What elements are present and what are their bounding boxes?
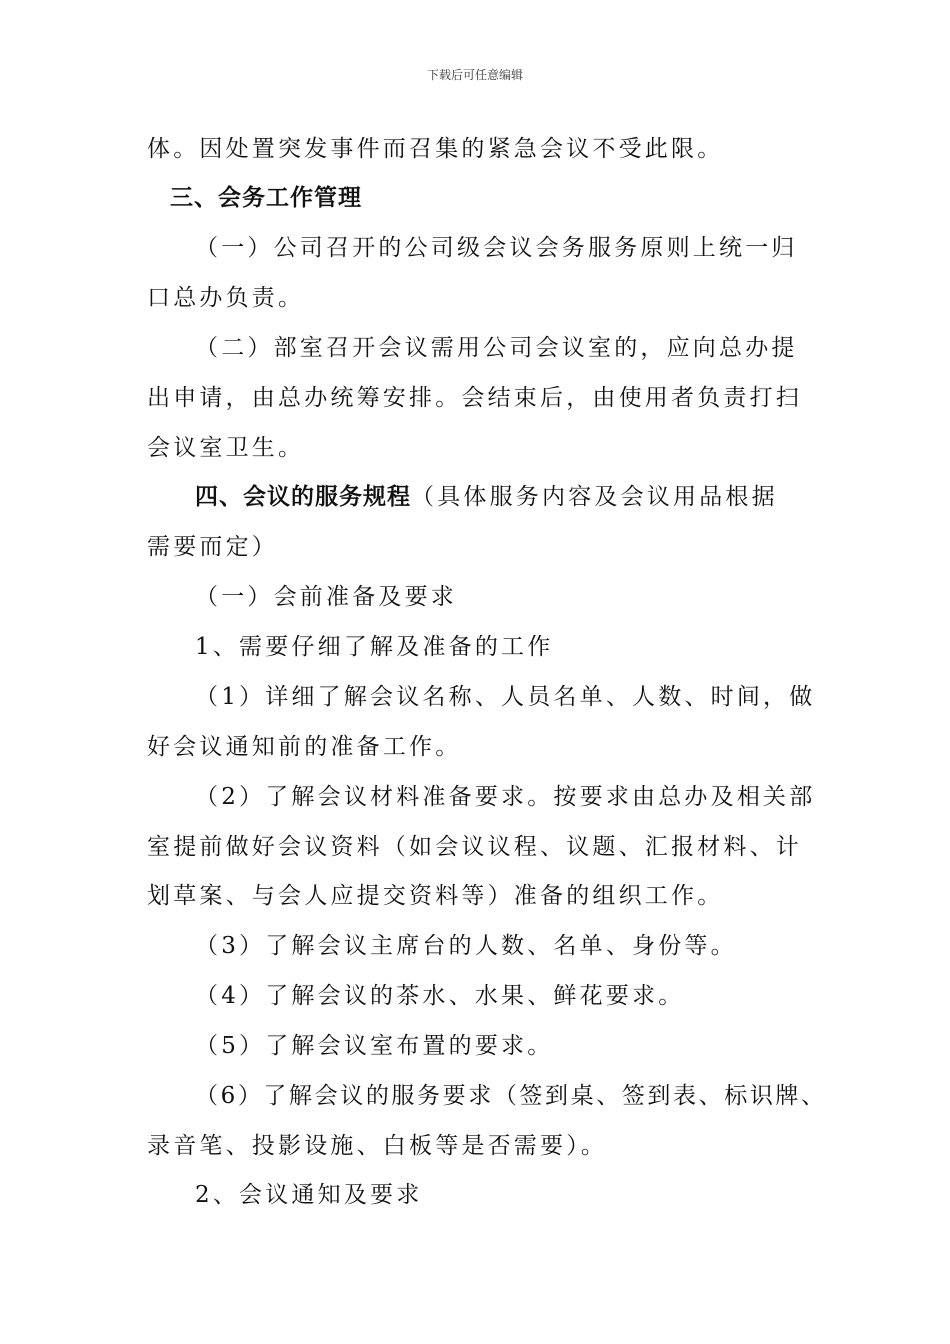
body-line: （二）部室召开会议需用公司会议室的，应向总办提 bbox=[195, 335, 798, 361]
body-line: 口总办负责。 bbox=[147, 285, 305, 311]
subheading: （一）会前准备及要求 bbox=[195, 584, 457, 610]
body-line: （3）了解会议主席台的人数、名单、身份等。 bbox=[195, 933, 737, 959]
subheading: 1、需要仔细了解及准备的工作 bbox=[195, 634, 554, 660]
body-line: 划草案、与会人应提交资料等）准备的组织工作。 bbox=[147, 883, 724, 909]
body-line: 出申请，由总办统筹安排。会结束后，由使用者负责打扫 bbox=[147, 385, 802, 411]
body-line: 会议室卫生。 bbox=[147, 435, 305, 461]
body-line: （5）了解会议室布置的要求。 bbox=[195, 1033, 554, 1059]
section-heading: 三、会务工作管理 bbox=[170, 184, 362, 211]
body-line: （1）详细了解会议名称、人员名单、人数、时间，做 bbox=[195, 684, 816, 710]
section-heading: 四、会议的服务规程 bbox=[195, 483, 411, 510]
body-line: （2）了解会议材料准备要求。按要求由总办及相关部 bbox=[195, 784, 816, 810]
body-line: （4）了解会议的茶水、水果、鲜花要求。 bbox=[195, 983, 685, 1009]
body-line: 需要而定） bbox=[147, 534, 278, 560]
page-header: 下载后可任意编辑 bbox=[426, 68, 523, 82]
section-heading-note: （具体服务内容及会议用品根据 bbox=[411, 484, 778, 510]
body-line: 好会议通知前的准备工作。 bbox=[147, 734, 462, 760]
body-line: 室提前做好会议资料（如会议议程、议题、汇报材料、计 bbox=[147, 834, 802, 860]
body-line: （6）了解会议的服务要求（签到桌、签到表、标识牌、 bbox=[195, 1083, 827, 1109]
body-line: 录音笔、投影设施、白板等是否需要）。 bbox=[147, 1133, 608, 1159]
subheading: 2、会议通知及要求 bbox=[195, 1182, 423, 1208]
body-line: 体。因处置突发事件而召集的紧急会议不受此限。 bbox=[147, 136, 724, 162]
section-heading-line bbox=[195, 482, 778, 512]
body-line: （一）公司召开的公司级会议会务服务原则上统一归 bbox=[195, 235, 798, 261]
